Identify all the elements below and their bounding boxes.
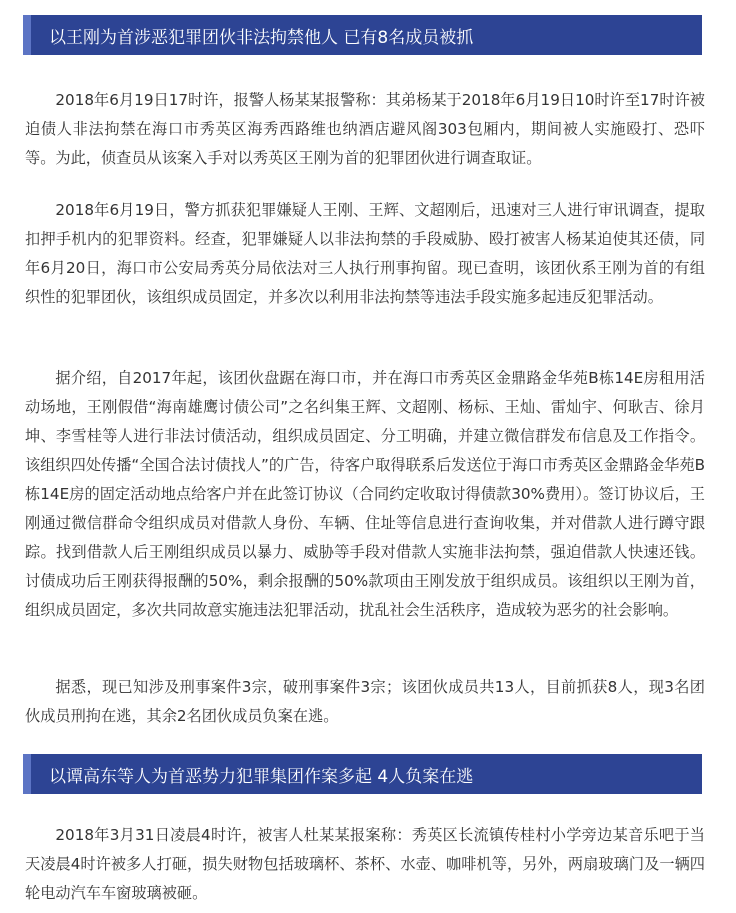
paragraph: 2018年6月19日17时许，报警人杨某某报警称：其弟杨某于2018年6月19日10时许至17时许被迫债人非法拘禁在海口市秀英区海秀西路维也纳酒店避风阁303包厢内，期间被人实施殴打、恐吓等。为此，侦查员从该案入手对以秀英区王刚为首的犯罪团伙进行调查取证。 [25, 91, 705, 167]
header-accent-bar [23, 15, 31, 55]
paragraph: 2018年3月31日凌晨4时许，被害人杜某某报案称：秀英区长流镇传桂村小学旁边某音乐吧于当天凌晨4时许被多人打砸，损失财物包括玻璃杯、茶杯、水壶、咖啡机等，另外，两扇玻璃门及一辆四轮电动汽车车窗玻璃被砸。 [25, 826, 705, 902]
paragraph: 2018年6月19日，警方抓获犯罪嫌疑人王刚、王辉、文超刚后，迅速对三人进行审讯调查，提取扣押手机内的犯罪资料。经查，犯罪嫌疑人以非法拘禁的手段威胁、殴打被害人杨某迫使其还债，同年6月20日，海口市公安局秀英分局依法对三人执行刑事拘留。现已查明，该团伙系王刚为首的有组织性的犯罪团伙，该组织成员固定，并多次以利用非法拘禁等违法手段实施多起违反犯罪活动。 [25, 201, 705, 306]
section-header-2 [23, 754, 702, 794]
section-title: 以王刚为首涉恶犯罪团伙非法拘禁他人 已有8名成员被抓 [49, 27, 474, 48]
section-title: 以谭高东等人为首恶势力犯罪集团作案多起 4人负案在逃 [49, 766, 474, 787]
paragraph: 据悉，现已知涉及刑事案件3宗，破刑事案件3宗；该团伙成员共13人，目前抓获8人，现3名团伙成员刑拘在逃，其余2名团伙成员负案在逃。 [25, 678, 705, 725]
header-accent-bar [23, 754, 31, 794]
paragraph: 据介绍，自2017年起，该团伙盘踞在海口市，并在海口市秀英区金鼎路金华苑B栋14E房租用活动场地，王刚假借“海南雄鹰讨债公司”之名纠集王辉、文超刚、杨标、王灿、雷灿宇、何耿吉、徐月坤、李雪桂等人进行非法讨债活动，组织成员固定、分工明确，并建立微信群发布信息及工作指令。该组织四处传播“全国合法讨债找人”的广告，待客户取得联系后发送位于海口市秀英区金鼎路金华苑B栋14E房的固定活动地点给客户并在此签订协议（合同约定收取讨得债款30%费用）。签订协议后，王刚通过微信群命令组织成员对借款人身份、车辆、住址等信息进行查询收集，并对借款人进行蹲守跟踪。找到借款人后王刚组织成员以暴力、威胁等手段对借款人实施非法拘禁，强迫借款人快速还钱。讨债成功后王刚获得报酬的50%，剩余报酬的50%款项由王刚发放于组织成员。该组织以王刚为首，组织成员固定，多次共同故意实施违法犯罪活动，扰乱社会生活秩序，造成较为恶劣的社会影响。 [25, 369, 705, 619]
section-header-1 [23, 15, 702, 55]
